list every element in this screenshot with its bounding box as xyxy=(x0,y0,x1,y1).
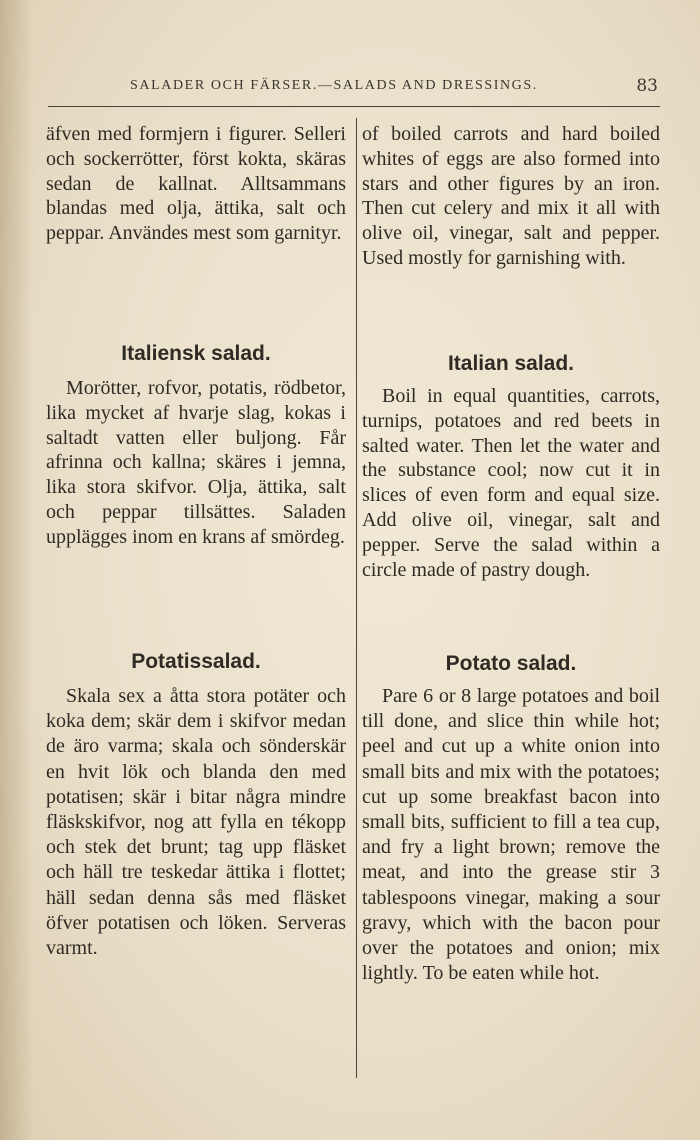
english-intro-paragraph: of boiled carrots and hard boiled whites of eggs are also formed into stars and other figures by an iron. Then cut celery and mix it all with olive oil, vinegar, salt and pepper. Used mostly for garnishing with. xyxy=(362,123,660,269)
english-column xyxy=(362,122,660,985)
english-italian-heading: Italian salad. xyxy=(447,352,575,375)
english-potato-paragraph: Pare 6 or 8 large potatoes and boil till done, and slice thin while hot; peel and cut up a white onion into small bits and mix with the potatoes; cut up some breakfast bacon into small bits, sufficient to fill a tea cup, and fry a light brown; remove the meat, and into the grease stir 3 tablespoons vinegar, making a sour gravy, which with the bacon pour over the potatoes and onion; mix lightly. To be eaten while hot. xyxy=(362,685,660,985)
swedish-intro-paragraph: äfven med formjern i figurer. Selleri och sockerrötter, först kokta, skäras sedan de kallnat. Alltsammans blandas med olja, ättika, salt och peppar. Användes mest som garnityr. xyxy=(46,123,346,245)
english-potato-heading: Potato salad. xyxy=(445,652,577,675)
running-title: SALADER OCH FÄRSER.—SALADS AND DRESSINGS. xyxy=(130,78,538,93)
running-header xyxy=(48,76,660,107)
english-italian-paragraph: Boil in equal quantities, carrots, turnips, potatoes and red beets in salted water. Then let the water and the substance cool; now cut it in slices of even form and equal size. Add olive oil, vinegar, salt and pepper. Serve the salad within a circle made of pastry dough. xyxy=(362,385,660,581)
swedish-italian-heading: Italiensk salad. xyxy=(121,342,271,365)
swedish-italian-paragraph: Morötter, rofvor, potatis, rödbetor, lika mycket af hvarje slag, kokas i saltadt vatten eller buljong. Får afrinna och kallna; skäres i jemna, lika stora skifvor. Olja, ättika, salt och peppar tillsättes. Saladen upplägges inom en krans af smördeg. xyxy=(46,377,346,548)
column-divider xyxy=(356,118,357,1078)
swedish-column xyxy=(46,122,346,960)
swedish-potato-heading: Potatissalad. xyxy=(131,650,261,673)
swedish-potato-paragraph: Skala sex a åtta stora potäter och koka dem; skär dem i skifvor medan de äro varma; skala och sönderskär en hvit lök och blanda den med potatisen; skär i bitar några mindre fläskskifvor, nog att fylla en tékopp och stek det brunt; tag upp fläsket och häll tre teskedar ättika i flottet; häll sedan denna sås med fläsket öfver potatisen och löken. Serveras varmt. xyxy=(46,685,346,960)
page-number: 83 xyxy=(636,76,658,96)
